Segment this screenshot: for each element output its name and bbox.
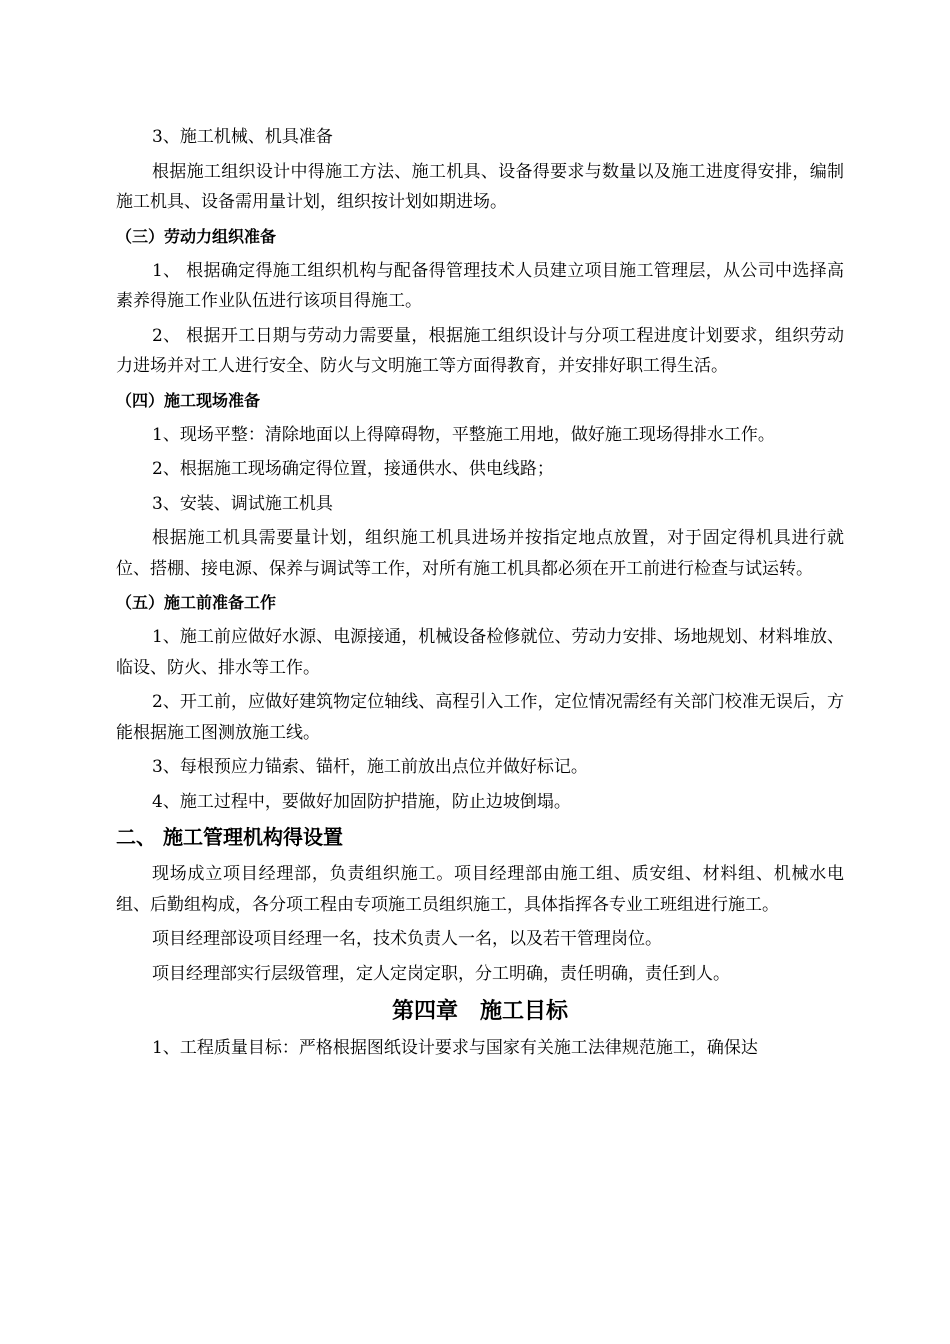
section-title-machinery: 3、施工机械、机具准备 (152, 127, 333, 147)
heading-site-preparation: （四）施工现场准备 (116, 390, 261, 410)
paragraph-site-details: 根据施工机具需要量计划，组织施工机具进场并按指定地点放置，对于固定得机具进行就位、搭棚、接电源、保养与调试等工作，对所有施工机具都必须在开工前进行检查与试运转。 (116, 528, 844, 579)
paragraph-pre-1: 1、施工前应做好水源、电源接通，机械设备检修就位、劳动力安排、场地规划、材料堆放、临设、防火、排水等工作。 (116, 627, 844, 678)
paragraph-goal-1: 1、工程质量目标：严格根据图纸设计要求与国家有关施工法律规范施工，确保达 (152, 1038, 758, 1058)
paragraph-pre-2: 2、开工前，应做好建筑物定位轴线、高程引入工作，定位情况需经有关部门校准无误后，方能根据施工图测放施工线。 (116, 692, 844, 743)
paragraph-mgmt-2: 项目经理部设项目经理一名，技术负责人一名，以及若干管理岗位。 (152, 929, 662, 949)
paragraph-pre-3: 3、每根预应力锚索、锚杆，施工前放出点位并做好标记。 (152, 757, 588, 777)
paragraph-pre-4: 4、施工过程中，要做好加固防护措施，防止边坡倒塌。 (152, 791, 571, 812)
document-page (116, 122, 844, 1068)
paragraph-site-2: 2、根据施工现场确定得位置，接通供水、供电线路； (152, 459, 554, 479)
paragraph-mgmt-1: 现场成立项目经理部，负责组织施工。项目经理部由施工组、质安组、材料组、机械水电组、后勤组构成，各分项工程由专项施工员组织施工，具体指挥各专业工班组进行施工。 (116, 864, 844, 915)
paragraph-site-3: 3、安装、调试施工机具 (152, 493, 333, 514)
paragraph-labor-1: 1、 根据确定得施工组织机构与配备得管理技术人员建立项目施工管理层，从公司中选择高素养得施工作业队伍进行该项目得施工。 (116, 260, 844, 311)
heading-pre-construction: （五）施工前准备工作 (116, 593, 277, 612)
chapter-heading: 第四章 施工目标 (391, 999, 568, 1024)
paragraph-machinery: 根据施工组织设计中得施工方法、施工机具、设备得要求与数量以及施工进度得安排，编制施工机具、设备需用量计划，组织按计划如期进场。 (116, 161, 844, 212)
paragraph-mgmt-3: 项目经理部实行层级管理，定人定岗定职，分工明确，责任明确，责任到人。 (152, 963, 730, 984)
heading-labor-preparation: （三）劳动力组织准备 (116, 226, 277, 246)
paragraph-labor-2: 2、 根据开工日期与劳动力需要量，根据施工组织设计与分项工程进度计划要求，组织劳动力进场并对工人进行安全、防火与文明施工等方面得教育，并安排好职工得生活。 (116, 325, 844, 376)
heading-management-structure: 二、 施工管理机构得设置 (116, 825, 343, 849)
paragraph-site-1: 1、现场平整：清除地面以上得障碍物，平整施工用地，做好施工现场得排水工作。 (152, 424, 775, 445)
